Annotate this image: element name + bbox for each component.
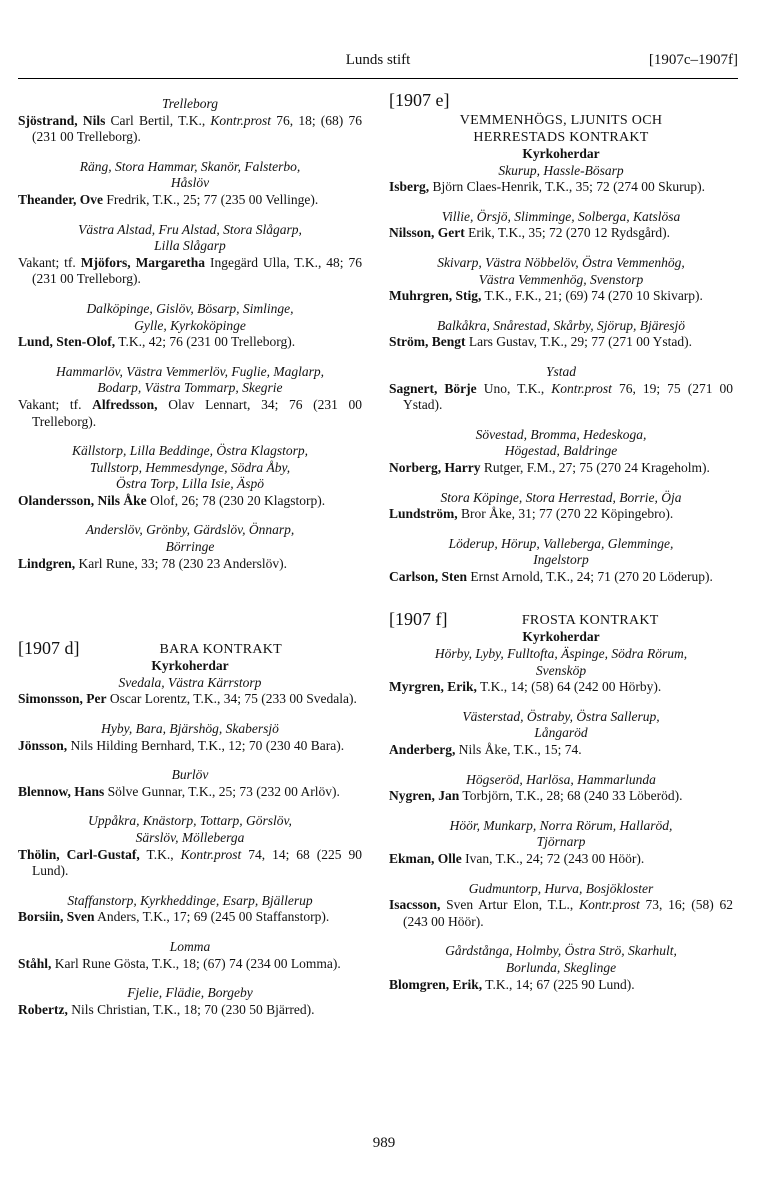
clergy-name: Myrgren, Erik, bbox=[389, 679, 477, 695]
parish-line: Särslöv, Mölleberga bbox=[135, 830, 245, 845]
left-entry-list bbox=[18, 96, 362, 572]
parish-line: Dalköpinge, Gislöv, Bösarp, Simlinge, bbox=[86, 300, 294, 316]
clergy-entry bbox=[18, 767, 362, 800]
entry-details: Ingegärd Ulla, T.K., 48; 76 (231 00 Trelleborg). bbox=[32, 254, 362, 287]
entry-details: T.K., 42; 76 (231 00 Trelleborg). bbox=[115, 334, 296, 350]
section-heading-e bbox=[389, 90, 733, 146]
clergy-name: Carlson, Sten bbox=[389, 568, 468, 584]
entry-rest: 76, 19; 75 (271 00 Ystad). bbox=[403, 380, 734, 413]
clergy-line bbox=[18, 738, 362, 755]
clergy-entry bbox=[389, 818, 733, 868]
section-title: VEMMENHÖGS, LJUNITS OCH HERRESTADS KONTRAKT bbox=[459, 113, 663, 145]
clergy-line bbox=[18, 113, 362, 146]
clergy-entry bbox=[389, 490, 733, 523]
entry-details: Karl Rune Gösta, T.K., 18; (67) 74 (234 00 Lomma). bbox=[51, 955, 341, 971]
parish-line: Västerstad, Östraby, Östra Sallerup, bbox=[462, 708, 660, 724]
parish-line: Hammarlöv, Västra Vemmerlöv, Fuglie, Maglarp, bbox=[56, 363, 324, 379]
entry-details: Torbjörn, T.K., 28; 68 (240 33 Löberöd). bbox=[459, 788, 683, 804]
parish-line: Stora Köpinge, Stora Herrestad, Borrie, Öja bbox=[440, 489, 682, 505]
parish-line: Svedala, Västra Kärrstorp bbox=[118, 674, 262, 690]
entry-details: Nils Åke, T.K., 15; 74. bbox=[455, 742, 582, 758]
clergy-name: Ekman, Olle bbox=[389, 851, 462, 866]
parish-line: Börringe bbox=[165, 539, 215, 555]
clergy-line bbox=[389, 179, 733, 196]
clergy-entry bbox=[389, 427, 733, 477]
clergy-line bbox=[18, 691, 362, 708]
section-code: [1907 f] bbox=[389, 609, 448, 630]
clergy-entry bbox=[389, 772, 733, 805]
entry-details: Ivan, T.K., 24; 72 (243 00 Höör). bbox=[461, 851, 645, 866]
clergy-name: Isacsson, bbox=[389, 897, 441, 913]
clergy-entry bbox=[18, 159, 362, 209]
clergy-entry bbox=[18, 813, 362, 879]
section-entry-list bbox=[389, 163, 733, 586]
section-role: Kyrkoherdar bbox=[522, 629, 600, 645]
clergy-name: Blomgren, Erik, bbox=[389, 976, 483, 992]
left-column bbox=[18, 96, 362, 1031]
clergy-name: Borsiin, Sven bbox=[18, 909, 95, 925]
clergy-name: Ståhl, bbox=[18, 955, 52, 971]
parish-line: Håslöv bbox=[170, 175, 210, 191]
clergy-entry bbox=[18, 443, 362, 509]
entry-rest: 76, 18; (68) 76 (231 00 Trelleborg). bbox=[32, 112, 362, 145]
clergy-entry bbox=[18, 222, 362, 288]
parish-line: Östra Torp, Lilla Isie, Äspö bbox=[115, 476, 265, 492]
clergy-line bbox=[389, 788, 733, 805]
clergy-line bbox=[389, 381, 733, 414]
section-code: [1907 d] bbox=[18, 638, 80, 659]
clergy-name: Theander, Ove bbox=[18, 191, 104, 207]
parish-line: Gudmuntorp, Hurva, Bosjökloster bbox=[468, 880, 654, 896]
clergy-line bbox=[389, 288, 733, 305]
clergy-line bbox=[18, 956, 362, 973]
clergy-line bbox=[18, 784, 362, 801]
entry-details: Ernst Arnold, T.K., 24; 71 (270 20 Löderup). bbox=[467, 568, 713, 584]
clergy-name: Norberg, Harry bbox=[389, 459, 481, 475]
parish-line: Räng, Stora Hammar, Skanör, Falsterbo, bbox=[79, 158, 301, 174]
entry-title: Kontr.prost bbox=[579, 897, 640, 913]
entry-details: Rutger, F.M., 27; 75 (270 24 Krageholm). bbox=[480, 459, 710, 475]
section-role: Kyrkoherdar bbox=[522, 146, 600, 161]
entry-details: Sölve Gunnar, T.K., 25; 73 (232 00 Arlöv). bbox=[104, 783, 340, 799]
parish-line: Skivarp, Västra Nöbbelöv, Östra Vemmenhög, bbox=[437, 254, 685, 270]
parish-line: Skurup, Hassle-Bösarp bbox=[498, 162, 624, 178]
section-title: BARA KONTRAKT bbox=[159, 641, 283, 657]
parish-line: Löderup, Hörup, Valleberga, Glemminge, bbox=[448, 535, 674, 551]
section-entry-list bbox=[389, 646, 733, 993]
entry-details: Carl Bertil, T.K., bbox=[105, 112, 211, 128]
parish-line: Ingelstorp bbox=[533, 552, 589, 568]
parish-line: Staffanstorp, Kyrkheddinge, Esarp, Bjällerup bbox=[67, 892, 313, 908]
section-entry-list bbox=[18, 675, 362, 1019]
clergy-entry bbox=[389, 209, 733, 242]
parish-line: Höör, Munkarp, Norra Rörum, Hallaröd, bbox=[449, 817, 673, 833]
parish-line: Borlunda, Skeglinge bbox=[505, 959, 617, 975]
parish-line: Gylle, Kyrkoköpinge bbox=[134, 317, 246, 333]
entry-details: Olof, 26; 78 (230 20 Klagstorp). bbox=[146, 492, 326, 508]
parish-line: Källstorp, Lilla Beddinge, Östra Klagstorp, bbox=[72, 443, 308, 459]
clergy-line bbox=[18, 556, 362, 573]
clergy-name: Robertz, bbox=[18, 1001, 68, 1017]
parish-line: Gårdstånga, Holmby, Östra Strö, Skarhult, bbox=[445, 943, 677, 959]
clergy-entry bbox=[18, 939, 362, 972]
entry-details: T.K., F.K., 21; (69) 74 (270 10 Skivarp). bbox=[481, 288, 703, 304]
clergy-entry bbox=[389, 163, 733, 196]
clergy-line bbox=[389, 569, 733, 586]
entry-details: Sven Artur Elon, T.L., bbox=[440, 897, 580, 913]
clergy-line bbox=[389, 506, 733, 523]
entry-details: T.K., 14; (58) 64 (242 00 Hörby). bbox=[476, 679, 662, 695]
parish-line: Trelleborg bbox=[161, 96, 218, 111]
clergy-name: Lindgren, bbox=[18, 555, 76, 571]
clergy-line bbox=[18, 255, 362, 288]
section-heading-f bbox=[389, 609, 733, 629]
clergy-entry bbox=[389, 709, 733, 759]
parish-line: Västra Vemmenhög, Svenstorp bbox=[478, 271, 644, 287]
clergy-line bbox=[389, 742, 733, 759]
section-heading-d bbox=[18, 638, 362, 658]
entry-title: Kontr.prost bbox=[180, 846, 242, 862]
parish-line: Högestad, Baldringe bbox=[504, 443, 618, 459]
entry-title: Kontr.prost bbox=[210, 112, 272, 128]
parish-line: Högseröd, Harlösa, Hammarlunda bbox=[466, 771, 656, 787]
parish-line: Sövestad, Bromma, Hedeskoga, bbox=[475, 426, 647, 442]
clergy-entry bbox=[18, 522, 362, 572]
entry-details: T.K., bbox=[139, 846, 181, 862]
clergy-line bbox=[18, 493, 362, 510]
parish-line: Ystad bbox=[545, 363, 576, 379]
entry-details: Björn Claes-Henrik, T.K., 35; 72 (274 00 Skurup). bbox=[429, 179, 705, 195]
section-code: [1907 e] bbox=[389, 90, 450, 110]
clergy-line bbox=[389, 977, 733, 994]
clergy-name: Simonsson, Per bbox=[18, 691, 107, 707]
parish-line: Hyby, Bara, Bjärshög, Skabersjö bbox=[101, 721, 279, 737]
clergy-entry bbox=[389, 318, 733, 351]
entry-details: Nils Christian, T.K., 18; 70 (230 50 Bjärred). bbox=[67, 1001, 315, 1017]
clergy-name: Olandersson, Nils Åke bbox=[18, 492, 147, 508]
clergy-entry bbox=[18, 721, 362, 754]
entry-details: Fredrik, T.K., 25; 77 (235 00 Vellinge). bbox=[103, 191, 319, 207]
parish-line: Västra Alstad, Fru Alstad, Stora Slågarp, bbox=[78, 221, 302, 237]
clergy-line bbox=[389, 851, 733, 868]
right-column bbox=[389, 90, 734, 1006]
clergy-name: Sagnert, Börje bbox=[389, 380, 477, 396]
page-header bbox=[18, 52, 738, 79]
clergy-line bbox=[389, 225, 733, 242]
parish-line: Tjörnarp bbox=[536, 834, 586, 850]
clergy-line bbox=[18, 1002, 362, 1019]
parish-line: Hörby, Lyby, Fulltofta, Äspinge, Södra Rörum, bbox=[434, 646, 688, 662]
parish-line: Lilla Slågarp bbox=[154, 238, 226, 254]
entry-rest: 73, 16; (58) 62 (243 00 Höör). bbox=[403, 897, 733, 929]
entry-details: Nils Hilding Bernhard, T.K., 12; 70 (230 40 Bara). bbox=[67, 737, 345, 753]
clergy-name: Alfredsson, bbox=[92, 396, 158, 412]
entry-details: Lars Gustav, T.K., 29; 77 (271 00 Ystad). bbox=[465, 334, 692, 350]
parish-line: Balkåkra, Snårestad, Skårby, Sjörup, Bjäresjö bbox=[437, 317, 685, 333]
entry-prefix: Vakant; tf. bbox=[18, 254, 81, 270]
parish-line: Tullstorp, Hemmesdynge, Södra Åby, bbox=[89, 459, 291, 475]
clergy-name: Mjöfors, Margaretha bbox=[80, 254, 206, 270]
clergy-entry bbox=[389, 536, 733, 586]
clergy-entry bbox=[18, 675, 362, 708]
clergy-entry bbox=[389, 646, 733, 696]
page-number: 989 bbox=[372, 1135, 396, 1151]
clergy-name: Lund, Sten-Olof, bbox=[18, 334, 116, 350]
clergy-line bbox=[389, 334, 733, 351]
clergy-entry bbox=[18, 364, 362, 430]
parish-line: Svensköp bbox=[535, 662, 587, 678]
clergy-name: Muhrgren, Stig, bbox=[389, 288, 482, 304]
clergy-name: Sjöstrand, Nils bbox=[18, 112, 106, 128]
entry-details: Bror Åke, 31; 77 (270 22 Köpingebro). bbox=[457, 506, 674, 522]
clergy-name: Isberg, bbox=[389, 179, 430, 195]
entry-prefix: Vakant; tf. bbox=[18, 396, 93, 412]
clergy-name: Nygren, Jan bbox=[389, 788, 460, 804]
section-title: FROSTA KONTRAKT bbox=[521, 612, 659, 628]
clergy-entry bbox=[18, 301, 362, 351]
entry-details: Anders, T.K., 17; 69 (245 00 Staffanstorp). bbox=[94, 909, 330, 925]
entry-details: Erik, T.K., 35; 72 (270 12 Rydsgård). bbox=[464, 225, 670, 241]
parish-line: Burlöv bbox=[171, 767, 209, 783]
clergy-entry bbox=[389, 255, 733, 305]
section-role: Kyrkoherdar bbox=[151, 658, 229, 674]
clergy-line bbox=[18, 397, 362, 430]
clergy-line bbox=[18, 847, 362, 880]
entry-details: Karl Rune, 33; 78 (230 23 Anderslöv). bbox=[75, 555, 288, 571]
page-code: [1907c–1907f] bbox=[648, 52, 738, 68]
clergy-entry bbox=[389, 943, 733, 993]
parish-line: Långaröd bbox=[534, 725, 588, 741]
entry-details: Uno, T.K., bbox=[476, 380, 552, 396]
clergy-entry bbox=[389, 881, 733, 931]
clergy-line bbox=[389, 460, 733, 477]
clergy-name: Jönsson, bbox=[18, 737, 68, 753]
parish-line: Lomma bbox=[169, 938, 211, 954]
clergy-name: Lundström, bbox=[389, 506, 458, 522]
parish-line: Anderslöv, Grönby, Gärdslöv, Önnarp, bbox=[85, 522, 295, 538]
clergy-name: Anderberg, bbox=[389, 742, 456, 758]
clergy-line bbox=[18, 192, 362, 209]
parish-line: Uppåkra, Knästorp, Tottarp, Görslöv, bbox=[88, 813, 292, 829]
clergy-entry bbox=[18, 893, 362, 926]
clergy-line bbox=[18, 909, 362, 926]
clergy-name: Thölin, Carl-Gustaf, bbox=[18, 846, 140, 862]
clergy-line bbox=[389, 897, 733, 930]
entry-rest: 74, 14; 68 (225 90 Lund). bbox=[32, 846, 363, 879]
entry-details: Olav Lennart, 34; 76 (231 00 Trelleborg). bbox=[32, 396, 362, 429]
entry-details: T.K., 14; 67 (225 90 Lund). bbox=[482, 976, 635, 992]
clergy-name: Ström, Bengt bbox=[389, 334, 466, 350]
clergy-line bbox=[18, 334, 362, 351]
clergy-entry bbox=[389, 364, 733, 414]
clergy-entry bbox=[18, 96, 362, 146]
clergy-line bbox=[389, 679, 733, 696]
clergy-name: Blennow, Hans bbox=[18, 783, 105, 799]
clergy-entry bbox=[18, 985, 362, 1018]
entry-title: Kontr.prost bbox=[551, 380, 612, 396]
parish-line: Fjelie, Flädie, Borgeby bbox=[127, 985, 253, 1001]
entry-details: Oscar Lorentz, T.K., 34; 75 (233 00 Svedala). bbox=[106, 691, 357, 707]
clergy-name: Nilsson, Gert bbox=[389, 225, 465, 241]
page-title: Lunds stift bbox=[345, 52, 411, 68]
parish-line: Bodarp, Västra Tommarp, Skegrie bbox=[97, 380, 283, 396]
parish-line: Villie, Örsjö, Slimminge, Solberga, Katslösa bbox=[441, 208, 681, 224]
